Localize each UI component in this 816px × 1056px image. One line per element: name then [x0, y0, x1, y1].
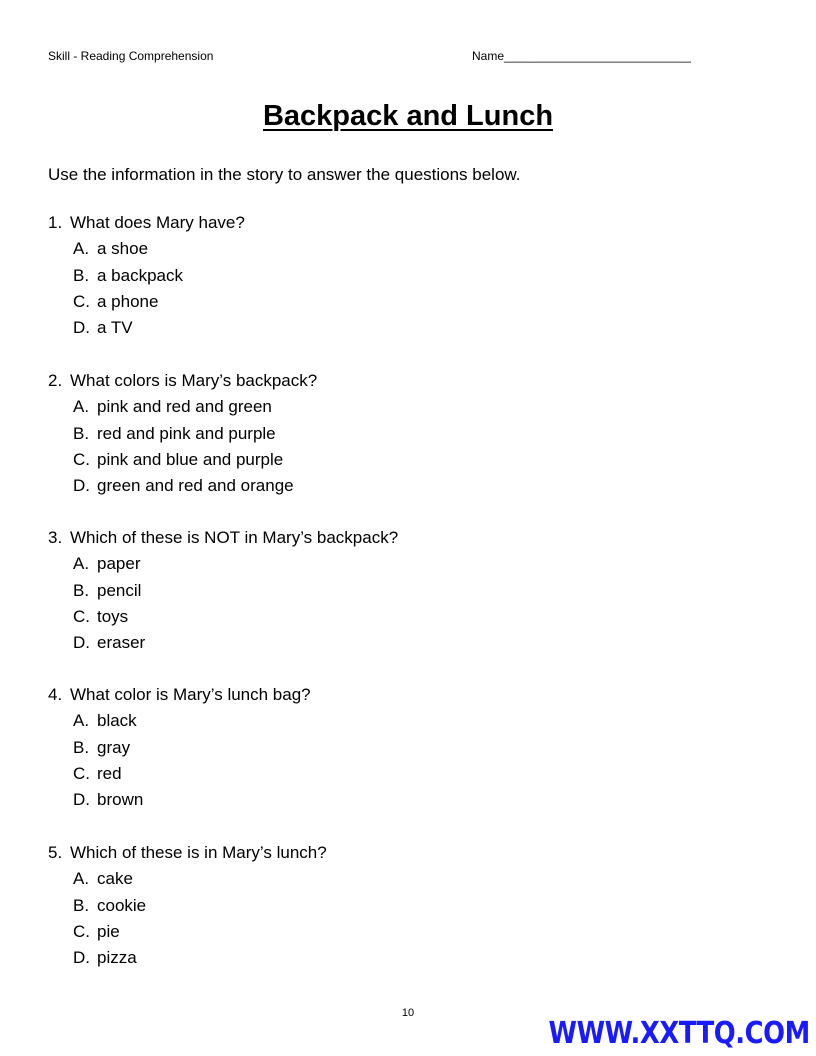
choice-letter: B.: [73, 423, 90, 443]
choice-text: gray: [97, 737, 131, 757]
choice-c: [48, 447, 748, 473]
question-text: [48, 525, 748, 551]
watermark: WWW.XXTTQ.COM: [548, 1016, 810, 1051]
name-field: [472, 49, 691, 63]
choice-letter: B.: [73, 895, 90, 915]
question-prompt: Which of these is NOT in Mary’s backpack?: [70, 528, 399, 547]
question-text: [48, 840, 748, 866]
question-number: 4.: [48, 685, 63, 704]
choice-letter: C.: [73, 921, 90, 941]
choice-letter: D.: [73, 633, 90, 653]
question-text: [48, 682, 748, 708]
question-number: 3.: [48, 528, 63, 547]
name-blank-line: ____________________________: [504, 49, 691, 63]
choice-d: [48, 315, 748, 341]
choice-c: [48, 761, 748, 787]
choice-letter: C.: [73, 606, 90, 626]
choice-letter: A.: [73, 554, 90, 574]
choice-letter: D.: [73, 948, 90, 968]
choice-letter: B.: [73, 580, 90, 600]
choice-letter: A.: [73, 239, 90, 259]
choice-text: black: [97, 711, 137, 731]
choice-text: toys: [97, 606, 129, 626]
page-number: 10: [401, 1007, 415, 1019]
question-prompt: What does Mary have?: [70, 213, 245, 232]
choice-b: [48, 735, 748, 761]
choice-text: cake: [97, 869, 133, 889]
choice-c: [48, 604, 748, 630]
choice-text: pink and red and green: [97, 397, 272, 417]
instructions: Use the information in the story to answer the questions below.: [48, 165, 521, 184]
choice-letter: A.: [73, 711, 90, 731]
choice-text: red and pink and purple: [97, 423, 276, 443]
name-label: Name: [472, 49, 505, 63]
choice-letter: C.: [73, 449, 90, 469]
choice-text: red: [97, 763, 122, 783]
choice-a: [48, 866, 748, 892]
choice-d: [48, 945, 748, 971]
question-prompt: What colors is Mary’s backpack?: [70, 371, 318, 390]
choice-a: [48, 551, 748, 577]
choice-d: [48, 630, 748, 656]
choice-letter: C.: [73, 763, 90, 783]
choice-text: paper: [97, 554, 141, 574]
question-3: [48, 525, 748, 656]
choice-text: a shoe: [97, 239, 149, 259]
choice-c: [48, 919, 748, 945]
choice-letter: A.: [73, 869, 90, 889]
choice-text: eraser: [97, 633, 146, 653]
question-number: 1.: [48, 213, 63, 232]
choice-a: [48, 236, 748, 262]
question-4: [48, 682, 748, 813]
choice-text: a backpack: [97, 265, 183, 285]
choice-d: [48, 787, 748, 813]
question-prompt: Which of these is in Mary’s lunch?: [70, 843, 327, 862]
choice-text: pizza: [97, 948, 137, 968]
choice-a: [48, 394, 748, 420]
choice-b: [48, 578, 748, 604]
choice-d: [48, 473, 748, 499]
choice-letter: A.: [73, 397, 90, 417]
choice-b: [48, 893, 748, 919]
question-1: [48, 210, 748, 341]
choice-letter: B.: [73, 265, 90, 285]
choice-text: green and red and orange: [97, 476, 294, 496]
choice-text: a phone: [97, 291, 159, 311]
choice-b: [48, 263, 748, 289]
choice-letter: B.: [73, 737, 90, 757]
question-2: [48, 368, 748, 499]
question-5: [48, 840, 748, 971]
choice-text: pencil: [97, 580, 142, 600]
choice-text: pink and blue and purple: [97, 449, 284, 469]
question-text: [48, 368, 748, 394]
choice-b: [48, 421, 748, 447]
choice-text: cookie: [97, 895, 147, 915]
question-number: 5.: [48, 843, 63, 862]
question-number: 2.: [48, 371, 63, 390]
choice-c: [48, 289, 748, 315]
choice-letter: D.: [73, 318, 90, 338]
choice-text: brown: [97, 790, 144, 810]
choice-text: pie: [97, 921, 120, 941]
choice-letter: C.: [73, 291, 90, 311]
choice-a: [48, 708, 748, 734]
skill-label: Skill - Reading Comprehension: [48, 49, 214, 63]
question-prompt: What color is Mary’s lunch bag?: [70, 685, 311, 704]
choice-letter: D.: [73, 476, 90, 496]
choice-text: a TV: [97, 318, 133, 338]
page-title: Backpack and Lunch: [262, 100, 554, 132]
question-text: [48, 210, 748, 236]
choice-letter: D.: [73, 790, 90, 810]
